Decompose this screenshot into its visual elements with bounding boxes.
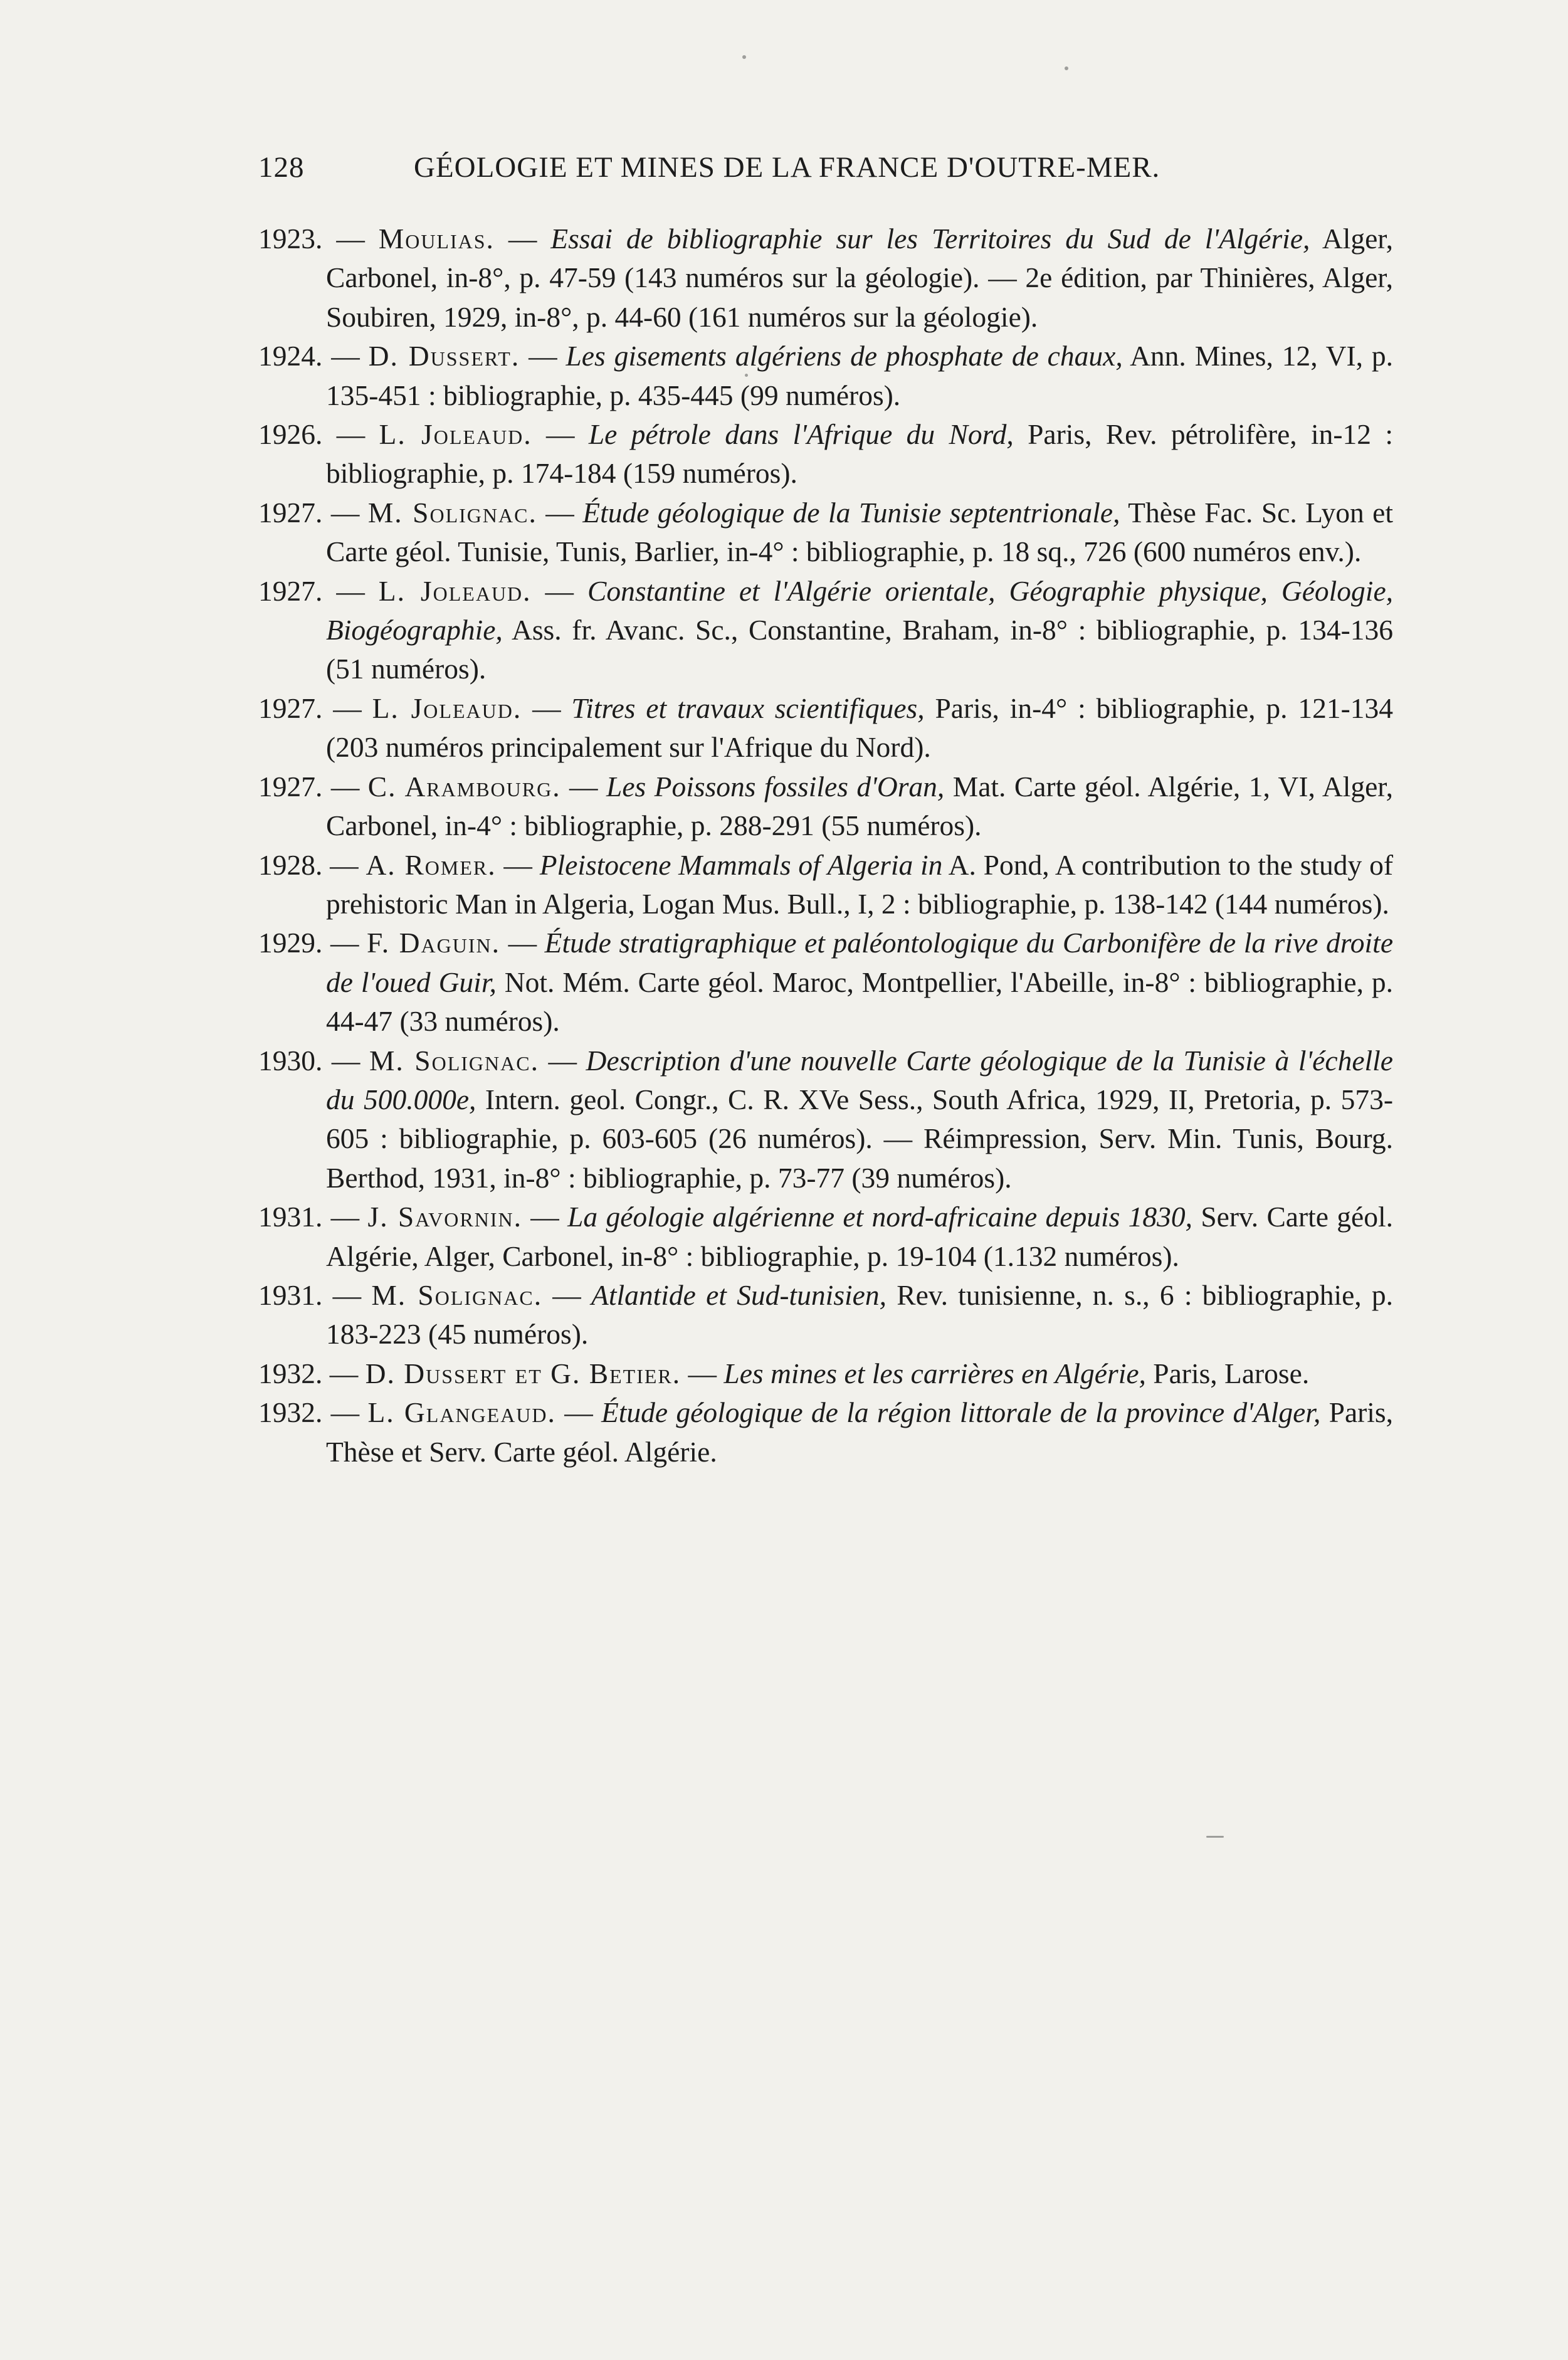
entry-details: Ass. fr. Avanc. Sc., Constantine, Braham, in-8° : bibliographie, p. 134-136 (51 numéros).	[326, 614, 1394, 685]
running-title: GÉOLOGIE ET MINES DE LA FRANCE D'OUTRE-MER.	[414, 151, 1160, 184]
entry-details: Not. Mém. Carte géol. Maroc, Montpellier, l'Abeille, in-8° : bibliographie, p. 44-47 (33 numéros).	[326, 966, 1393, 1038]
entry-details: Thèse Fac. Sc. Lyon et Carte géol. Tunisie, Tunis, Barlier, in-4° : bibliographie, p. 18 sq., 726 (600 numéros env.).	[326, 496, 1394, 568]
bibliography-entry: 1923. — Moulias. — Essai de bibliographie sur les Territoires du Sud de l'Algérie, Alger, Carbonel, in-8°, p. 47-59 (143 numéros sur la géologie). — 2e édition, par Thinières, Alger, Soubiren, 1929, in-8°, p. 44-60 (161 numéros sur la géologie).	[258, 223, 1393, 333]
bibliography-entry: 1932. — L. Glangeaud. — Étude géologique de la région littorale de la province d'Alger, Paris, Thèse et Serv. Carte géol. Algérie.	[258, 1396, 1394, 1468]
entry-author: L. Glangeaud.	[367, 1396, 556, 1429]
entry-details: Ann. Mines, 12, VI, p. 135-451 : bibliographie, p. 435-445 (99 numéros).	[326, 340, 1394, 411]
entry-author: D. Dussert et G. Betier.	[365, 1357, 681, 1389]
entry-details: Paris, Thèse et Serv. Carte géol. Algérie.	[326, 1396, 1394, 1468]
entry-title: Étude géologique de la région littorale de la province d'Alger,	[601, 1396, 1321, 1429]
entry-year: 1924.	[258, 340, 323, 372]
entry-year: 1932.	[258, 1357, 323, 1389]
entry-year: 1932.	[258, 1396, 323, 1429]
entry-author: L. Joleaud.	[372, 692, 522, 724]
entry-details: Paris, in-4° : bibliographie, p. 121-134 (203 numéros principalement sur l'Afrique du Nord).	[326, 692, 1394, 764]
entry-title: Le pétrole dans l'Afrique du Nord,	[588, 418, 1014, 451]
entry-title: Description d'une nouvelle Carte géologique de la Tunisie à l'échelle du 500.000e,	[326, 1044, 1393, 1115]
bibliography-entry: 1931. — M. Solignac. — Atlantide et Sud-tunisien, Rev. tunisienne, n. s., 6 : bibliographie, p. 183-223 (45 numéros).	[258, 1278, 1394, 1351]
entry-year: 1926.	[258, 418, 323, 451]
entry-author: Moulias.	[378, 223, 495, 255]
entry-details: Alger, Carbonel, in-8°, p. 47-59 (143 numéros sur la géologie). — 2e édition, par Thinières, Alger, Soubiren, 1929, in-8°, p. 44-60 (161 numéros sur la géologie).	[326, 223, 1393, 333]
entry-author: C. Arambourg.	[367, 770, 561, 803]
entry-author: F. Daguin.	[367, 927, 500, 959]
bibliography-entry: 1926. — L. Joleaud. — Le pétrole dans l'Afrique du Nord, Paris, Rev. pétrolifère, in-12 : bibliographie, p. 174-184 (159 numéros).	[258, 418, 1394, 490]
entry-author: D. Dussert.	[368, 340, 520, 372]
entry-details: Serv. Carte géol. Algérie, Alger, Carbonel, in-8° : bibliographie, p. 19-104 (1.132 numéros).	[326, 1201, 1394, 1272]
entry-author: A. Romer.	[366, 848, 497, 881]
paper-speck	[1065, 66, 1068, 70]
bibliography-entry: 1924. — D. Dussert. — Les gisements algériens de phosphate de chaux, Ann. Mines, 12, VI, p. 135-451 : bibliographie, p. 435-445 (99 numéros).	[258, 340, 1394, 411]
entry-author: M. Solignac.	[371, 1278, 543, 1311]
bibliography-entry: 1927. — M. Solignac. — Étude géologique de la Tunisie septentrionale, Thèse Fac. Sc. Lyon et Carte géol. Tunisie, Tunis, Barlier, in-4° : bibliographie, p. 18 sq., 726 (600 numéros env.).	[258, 496, 1394, 568]
page-number: 128	[258, 151, 305, 184]
entry-author: M. Solignac.	[367, 496, 537, 529]
bibliography-entry: 1930. — M. Solignac. — Description d'une nouvelle Carte géologique de la Tunisie à l'échelle du 500.000e, Intern. geol. Congr., C. R. XVe Sess., South Africa, 1929, II, Pretoria, p. 573-605 : bibliographie, p. 603-605 (26 numéros). — Réimpression, Serv. Min. Tunis, Bourg. Berthod, 1931, in-8° : bibliographie, p. 73-77 (39 numéros).	[258, 1044, 1394, 1194]
entry-title: Les gisements algériens de phosphate de chaux,	[566, 340, 1123, 372]
entry-details: Paris, Larose.	[1153, 1357, 1310, 1389]
entry-year: 1927.	[258, 770, 323, 803]
entry-title: Titres et travaux scientifiques,	[571, 692, 925, 724]
entry-year: 1930.	[258, 1044, 323, 1077]
entry-details: A. Pond, A contribution to the study of prehistoric Man in Algeria, Logan Mus. Bull., I, 2 : bibliographie, p. 138-142 (144 numéros).	[326, 848, 1393, 920]
bibliography-entry: 1931. — J. Savornin. — La géologie algérienne et nord-africaine depuis 1830, Serv. Carte géol. Algérie, Alger, Carbonel, in-8° : bibliographie, p. 19-104 (1.132 numéros).	[258, 1201, 1394, 1272]
entry-year: 1927.	[258, 496, 323, 529]
bibliography-entry: 1927. — L. Joleaud. — Constantine et l'Algérie orientale, Géographie physique, Géologie, Biogéographie, Ass. fr. Avanc. Sc., Constantine, Braham, in-8° : bibliographie, p. 134-136 (51 numéros).	[258, 574, 1394, 685]
bibliography-entry: 1927. — L. Joleaud. — Titres et travaux scientifiques, Paris, in-4° : bibliographie, p. 121-134 (203 numéros principalement sur l'Afrique du Nord).	[258, 692, 1394, 764]
entry-title: Atlantide et Sud-tunisien,	[591, 1278, 887, 1311]
entry-year: 1923.	[258, 223, 323, 255]
entry-year: 1929.	[258, 927, 323, 959]
bibliography-list	[258, 219, 1393, 1472]
entry-title: Les Poissons fossiles d'Oran,	[606, 770, 945, 803]
entry-details: Mat. Carte géol. Algérie, 1, VI, Alger, Carbonel, in-4° : bibliographie, p. 288-291 (55 numéros).	[326, 770, 1393, 842]
entry-author: L. Joleaud.	[379, 418, 532, 451]
entry-details: Intern. geol. Congr., C. R. XVe Sess., South Africa, 1929, II, Pretoria, p. 573-605 : bibliographie, p. 603-605 (26 numéros). — Réimpression, Serv. Min. Tunis, Bourg. Berthod, 1931, in-8° : bibliographie, p. 73-77 (39 numéros).	[326, 1083, 1394, 1194]
bibliography-entry: 1932. — D. Dussert et G. Betier. — Les mines et les carrières en Algérie, Paris, Larose.	[258, 1357, 1310, 1389]
entry-details: Paris, Rev. pétrolifère, in-12 : bibliographie, p. 174-184 (159 numéros).	[326, 418, 1394, 490]
bibliography-entry: 1929. — F. Daguin. — Étude stratigraphique et paléontologique du Carbonifère de la rive droite de l'oued Guir, Not. Mém. Carte géol. Maroc, Montpellier, l'Abeille, in-8° : bibliographie, p. 44-47 (33 numéros).	[258, 927, 1394, 1038]
entry-title: Étude géologique de la Tunisie septentrionale,	[582, 496, 1120, 529]
entry-title: Les mines et les carrières en Algérie,	[723, 1357, 1146, 1389]
entry-author: M. Solignac.	[369, 1044, 539, 1077]
bibliography-entry: 1927. — C. Arambourg. — Les Poissons fossiles d'Oran, Mat. Carte géol. Algérie, 1, VI, Alger, Carbonel, in-4° : bibliographie, p. 288-291 (55 numéros).	[258, 770, 1393, 842]
entry-author: J. Savornin.	[367, 1201, 522, 1233]
entry-year: 1927.	[258, 692, 323, 724]
entry-title: Constantine et l'Algérie orientale, Géographie physique, Géologie, Biogéographie,	[326, 574, 1394, 646]
paper-speck	[1206, 1836, 1224, 1838]
page-header	[258, 150, 1406, 194]
bibliography-entry: 1928. — A. Romer. — Pleistocene Mammals of Algeria in A. Pond, A contribution to the study of prehistoric Man in Algeria, Logan Mus. Bull., I, 2 : bibliographie, p. 138-142 (144 numéros).	[258, 848, 1393, 920]
entry-year: 1928.	[258, 848, 323, 881]
entry-details: Rev. tunisienne, n. s., 6 : bibliographie, p. 183-223 (45 numéros).	[326, 1278, 1394, 1351]
entry-year: 1931.	[258, 1278, 323, 1311]
entry-author: L. Joleaud.	[378, 574, 532, 607]
entry-title: La géologie algérienne et nord-africaine depuis 1830,	[567, 1201, 1192, 1233]
entry-title: Étude stratigraphique et paléontologique du Carbonifère de la rive droite de l'oued Guir,	[326, 927, 1394, 998]
paper-speck	[742, 55, 746, 59]
entry-title: Pleistocene Mammals of Algeria in	[539, 848, 943, 881]
entry-year: 1931.	[258, 1201, 323, 1233]
entry-year: 1927.	[258, 574, 323, 607]
entry-title: Essai de bibliographie sur les Territoires du Sud de l'Algérie,	[550, 223, 1310, 255]
